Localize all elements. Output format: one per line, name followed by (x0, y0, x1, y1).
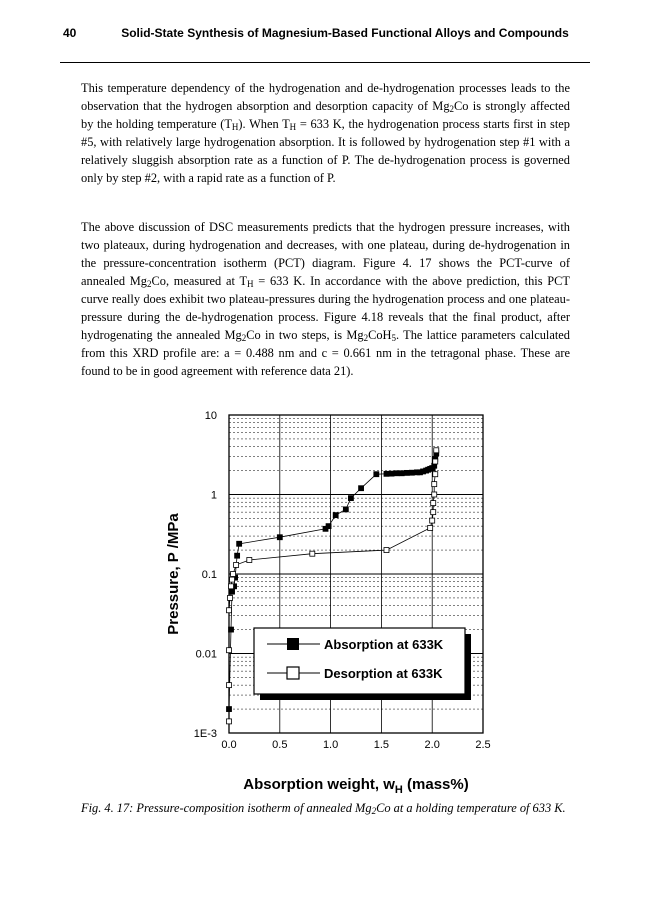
absorption-point (333, 513, 338, 518)
desorption-point (433, 472, 438, 477)
pct-chart (150, 405, 510, 798)
absorption-point (326, 524, 331, 529)
x-tick-label: 0.5 (272, 739, 288, 751)
figure-caption (81, 799, 570, 817)
x-tick-label: 0.0 (221, 739, 237, 751)
x-axis-label (243, 776, 468, 796)
y-tick-label: 10 (204, 410, 217, 422)
absorption-point (409, 470, 414, 475)
subscript: 2 (371, 806, 377, 816)
absorption-point (277, 535, 282, 540)
desorption-point (434, 448, 439, 453)
absorption-point (359, 486, 364, 491)
desorption-point (431, 501, 436, 506)
desorption-point (433, 459, 438, 464)
desorption-point (432, 482, 437, 487)
absorption-point (399, 471, 404, 476)
desorption-point (428, 525, 433, 530)
subscript: 2 (241, 333, 247, 343)
absorption-point (404, 470, 409, 475)
desorption-point (229, 584, 234, 589)
x-axis-label-main: Absorption weight, w (243, 776, 395, 793)
desorption-point (432, 492, 437, 497)
absorption-point (229, 627, 234, 632)
legend-label-desorption: Desorption at 633K (324, 666, 443, 681)
text-span: Co, measured at T (151, 274, 248, 288)
absorption-point (237, 541, 242, 546)
desorption-point (430, 518, 435, 523)
subscript: 2 (449, 104, 455, 114)
subscript: 2 (146, 279, 152, 289)
header-rule (60, 62, 590, 63)
x-tick-labels (221, 739, 490, 751)
absorption-point (230, 589, 235, 594)
body-paragraph-2 (81, 218, 570, 380)
subscript: H (231, 122, 239, 132)
subscript: 2 (363, 333, 369, 343)
desorption-point (234, 562, 239, 567)
y-axis-label: Pressure, P /MPa (165, 513, 182, 635)
desorption-point (230, 577, 235, 582)
running-header-title: Solid-State Synthesis of Magnesium-Based Functional Alloys and Compounds (121, 26, 569, 40)
text-span: This temperature dependency of the hydrogenation and de-hydrogenation processes leads to the observation that the hydrogen absorption and desorption capacity of Mg (81, 81, 570, 113)
absorption-point (374, 472, 379, 477)
x-axis-label-sub: H (394, 784, 403, 796)
desorption-point (310, 551, 315, 556)
subscript: H (289, 122, 297, 132)
text-span: ). When T (238, 117, 290, 131)
legend-marker-absorption (287, 638, 299, 650)
absorption-point (348, 496, 353, 501)
subscript: 5 (391, 333, 396, 343)
body-paragraph-1 (81, 79, 570, 187)
legend-marker-desorption (287, 667, 299, 679)
absorption-point (384, 471, 389, 476)
y-tick-label: 1E-3 (193, 728, 217, 740)
absorption-point (394, 471, 399, 476)
desorption-point (227, 648, 232, 653)
x-tick-label: 1.0 (322, 739, 339, 751)
absorption-point (235, 553, 240, 558)
desorption-point (431, 510, 436, 515)
text-span: CoH (368, 328, 392, 342)
legend (254, 628, 471, 700)
desorption-point (227, 719, 232, 724)
desorption-point (231, 572, 236, 577)
desorption-point (247, 558, 252, 563)
x-tick-label: 1.5 (373, 739, 390, 751)
desorption-point (384, 548, 389, 553)
absorption-point (343, 507, 348, 512)
text-span: = 633 K, the hydrogenation process starts first in step #5, with relatively large hydrogenation absorption. It is followed by hydrogenation step #1 with a relatively sluggish absorption rate as a function of P. The de-hydrogenation process is governed only by step #2, with a rapid rate as a function of P. (81, 117, 571, 185)
x-tick-label: 2.0 (424, 739, 440, 751)
caption-text: Fig. 4. 17: Pressure-composition isotherm of annealed Mg (81, 801, 372, 815)
caption-text: Co at a holding temperature of 633 K. (376, 801, 566, 815)
x-axis-label-tail: (mass%) (402, 776, 469, 793)
pct-figure (150, 405, 510, 798)
desorption-point (228, 595, 233, 600)
y-tick-labels (194, 410, 217, 740)
desorption-point (227, 683, 232, 688)
absorption-point (389, 471, 394, 476)
desorption-point (227, 608, 232, 613)
y-tick-label: 0.01 (195, 648, 217, 661)
subscript: H (247, 279, 254, 289)
page-number: 40 (63, 26, 77, 40)
text-span: Co in two steps, is Mg (246, 328, 364, 342)
legend-label-absorption: Absorption at 633K (324, 637, 444, 652)
y-tick-label: 1 (210, 489, 217, 502)
x-tick-label: 2.5 (475, 739, 491, 751)
y-tick-label: 0.1 (201, 569, 217, 581)
text-span: = 633 K. In accordance with the above prediction, this PCT curve really does exhibit two plateau-pressures during the hydrogenation process and one plateau-pressure during the de-hydrogenation process. Figure 4.18 reveals that the final product, after hydrogenating the annealed Mg (81, 274, 570, 342)
text-span: Co is strongly affected by the holding temperature (T (81, 99, 570, 131)
absorption-point (227, 707, 232, 712)
text-span: . The lattice parameters calculated from this XRD profile are: a = 0.488 nm and c = 0.661 nm in the tetragonal phase. These are found to be in good agreement with reference data 21). (81, 328, 571, 378)
text-span: The above discussion of DSC measurements predicts that the hydrogen pressure increases, with two plateaux, during hydrogenation and decreases, with one plateau, during de-hydrogenation in the pressure-concentration isotherm (PCT) diagram. Figure 4. 17 shows the PCT-curve of annealed Mg (81, 220, 570, 288)
